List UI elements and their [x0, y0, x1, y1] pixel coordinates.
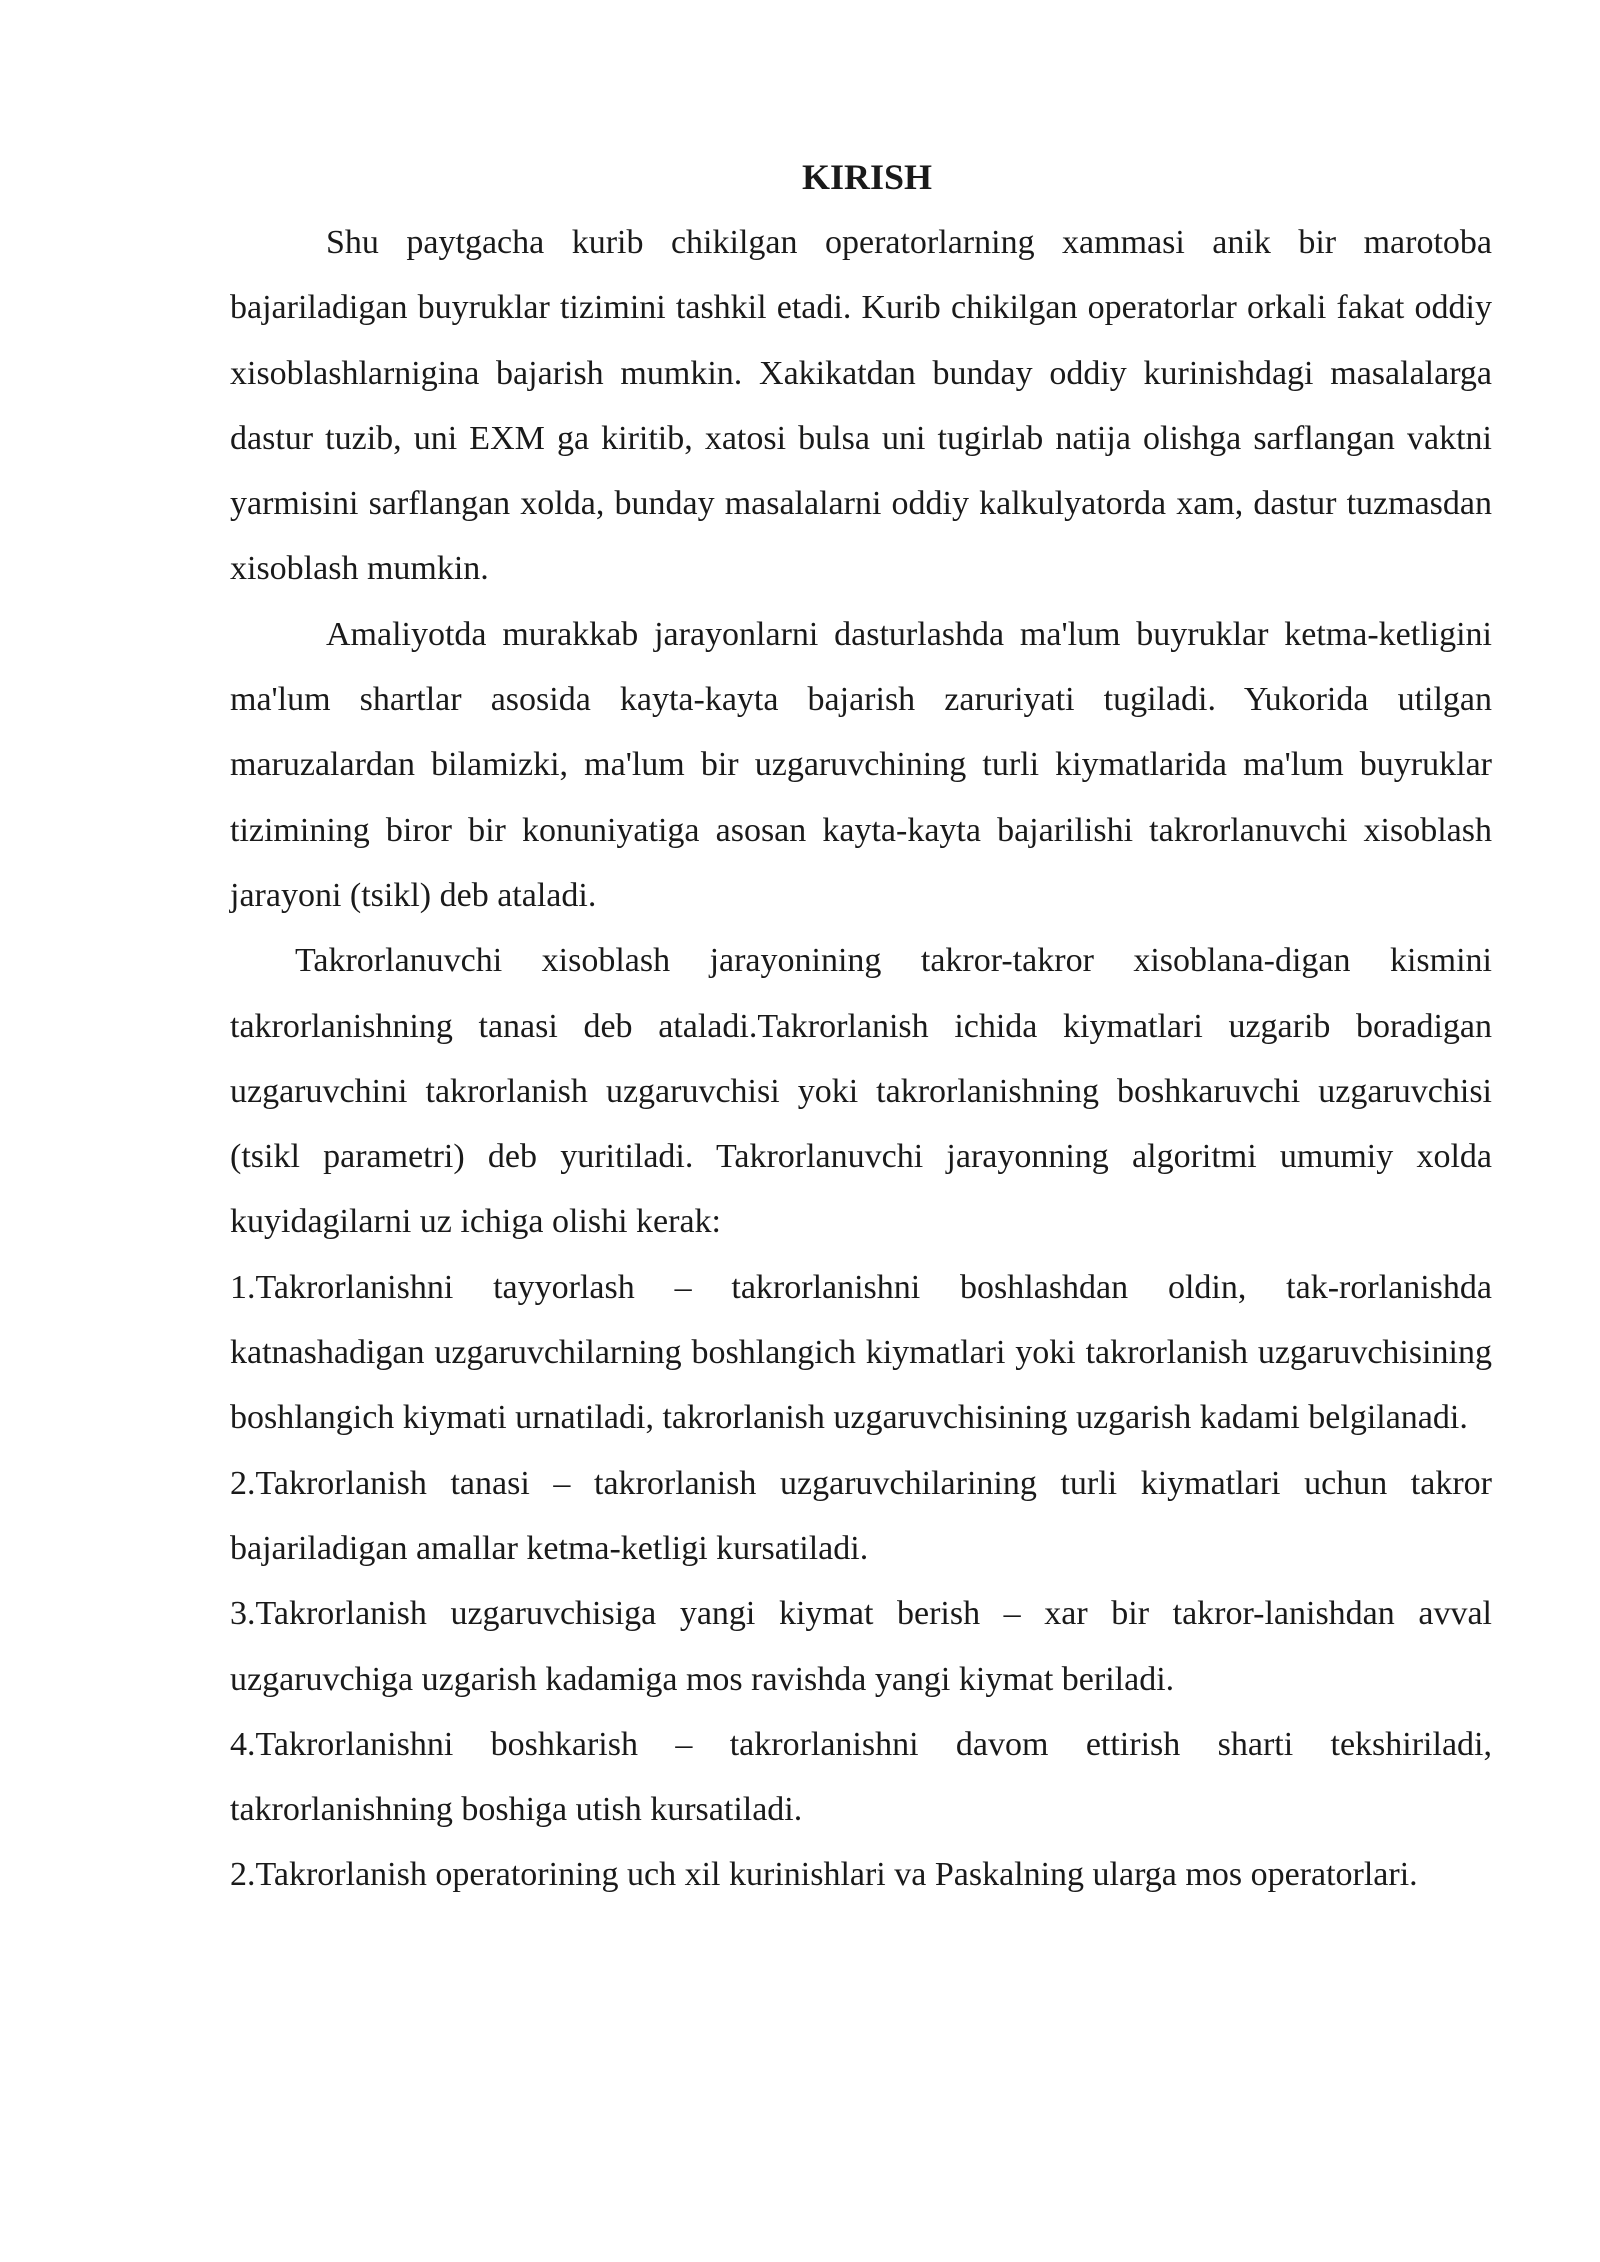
paragraph-loop-body: Takrorlanuvchi xisoblash jarayonining takror-takror xisoblana-digan kismini takrorlanishning tanasi deb ataladi.Takrorlanish ichida kiymatlari uzgarib boradigan uzgaruvchini takrorlanish uzgaruvchisi yoki takrorlanishning boshkaruvchi uzgaruvchisi (tsikl parametri) deb yuritiladi. Takrorlanuvchi jarayonning algoritmi umumiy xolda kuyidagilarni uz ichiga olishi kerak: — [230, 942, 1492, 1241]
paragraph-practice: Amaliyotda murakkab jarayonlarni dasturlashda ma'lum buyruklar ketma-ketligini ma'lum shartlar asosida kayta-kayta bajarish zaruriyati tugiladi. Yukorida utilgan maruzalardan bilamizki, ma'lum bir uzgaruvchining turli kiymatlarida ma'lum buyruklar tizimining biror bir konuniyatiga asosan kayta-kayta bajarilishi takrorlanuvchi xisoblash jarayoni (tsikl) deb ataladi. — [230, 615, 1492, 914]
section-heading-operators: 2.Takrorlanish operatorining uch xil kurinishlari va Paskalning ularga mos operatorlari. — [230, 1856, 1418, 1894]
document-body — [230, 145, 1492, 1908]
list-item-preparation: 1.Takrorlanishni tayyorlash – takrorlanishni boshlashdan oldin, tak-rorlanishda katnashadigan uzgaruvchilarning boshlangich kiymatlari yoki takrorlanish uzgaruvchisining boshlangich kiymati urnatiladi, takrorlanish uzgaruvchisining uzgarish kadami belgilanadi. — [230, 1268, 1492, 1437]
list-item-loop-body: 2.Takrorlanish tanasi – takrorlanish uzgaruvchilarining turli kiymatlari uchun takror bajariladigan amallar ketma-ketligi kursatiladi. — [230, 1464, 1492, 1567]
page-title: KIRISH — [801, 157, 933, 197]
list-item-new-value: 3.Takrorlanish uzgaruvchisiga yangi kiymat berish – xar bir takror-lanishdan avval uzgaruvchiga uzgarish kadamiga mos ravishda yangi kiymat beriladi. — [230, 1595, 1492, 1698]
list-item-control: 4.Takrorlanishni boshkarish – takrorlanishni davom ettirish sharti tekshiriladi, takrorlanishning boshiga utish kursatiladi. — [230, 1725, 1492, 1829]
paragraph-intro: Shu paytgacha kurib chikilgan operatorlarning xammasi anik bir marotoba bajariladigan buyruklar tizimini tashkil etadi. Kurib chikilgan operatorlar orkali fakat oddiy xisoblashlarnigina bajarish mumkin. Xakikatdan bunday oddiy kurinishdagi masalalarga dastur tuzib, uni EXM ga kiritib, xatosi bulsa uni tugirlab natija olishga sarflangan vaktni yarmisini sarflangan xolda, bunday masalalarni oddiy kalkulyatorda xam, dastur tuzmasdan xisoblash mumkin. — [230, 224, 1492, 588]
